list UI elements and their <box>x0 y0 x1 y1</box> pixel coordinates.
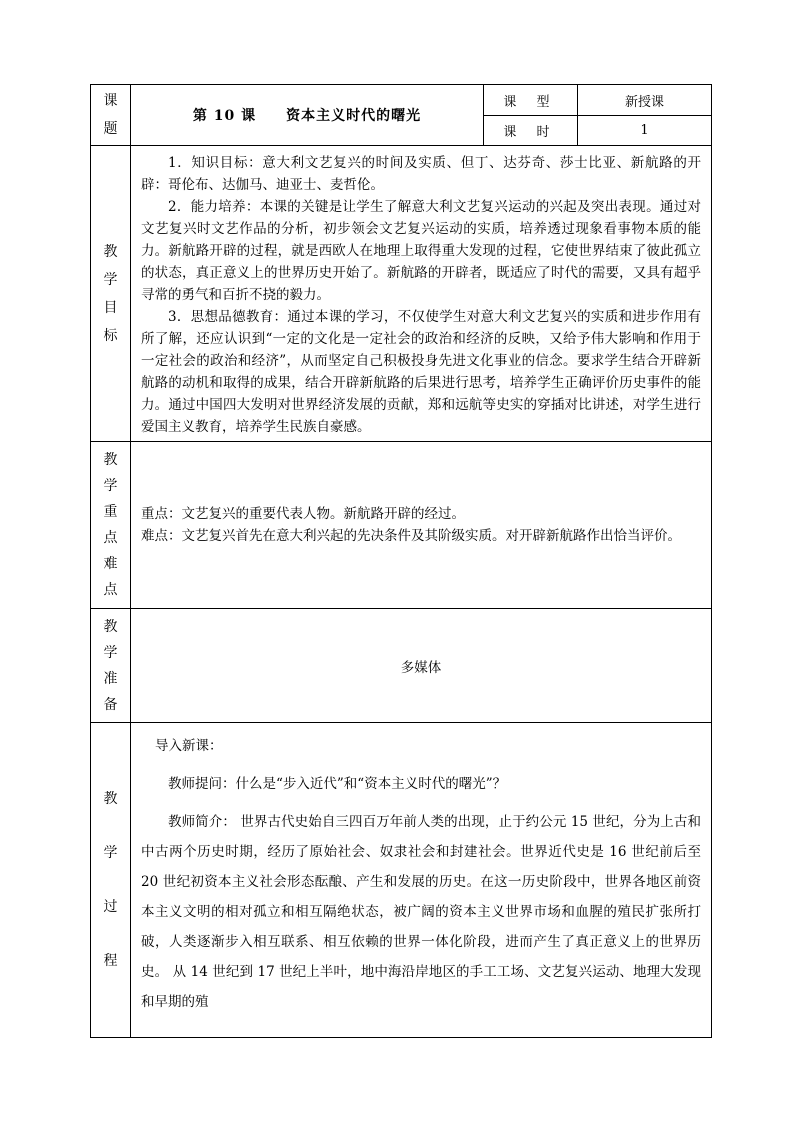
keypoints-label: 教 学 重 点 难 点 <box>91 442 131 609</box>
key-point: 重点：文艺复兴的重要代表人物。新航路开辟的经过。 <box>141 506 465 522</box>
prep-label: 教 学 准 备 <box>91 609 131 723</box>
goal-ability: 2．能力培养：本课的关键是让学生了解意大利文艺复兴运动的兴起及突出表现。通过对文艺复兴时文艺作品的分析，初步领会文艺复兴运动的实质，培养透过现象看事物本质的能力。新航路开辟的过程，就是西欧人在地理上取得重大发现的过程，它使世界结束了彼此孤立的状态，真正意义上的世界历史开始了。新航路的开辟者，既适应了时代的需要，又具有超乎寻常的勇气和百折不挠的毅力。 <box>141 198 701 303</box>
topic-label: 课 题 <box>91 85 131 146</box>
key-difficult-points <box>131 442 712 609</box>
lesson-type-value: 新授课 <box>578 85 712 116</box>
process-briefing: 教师简介： 世界古代史始自三四百万年前人类的出现，止于约公元 15 世纪，分为上古和中古两个历史时期，经历了原始社会、奴隶社会和封建社会。世界近代史是 16 世纪前后至 20 世纪初资本主义社会形态酝酿、产生和发展的历史。在这一历史阶段中，世界各地区前资本主义文明的相对孤立和相互隔绝状态，被广阔的资本主义世界市场和血腥的殖民扩张所打破，人类逐渐步入相互联系、相互依赖的世界一体化阶段，进而产生了真正意义上的世界历史。 从 14 世纪到 17 世纪上半叶，地中海沿岸地区的手工工场、文艺复兴运动、地理大发现和早期的殖 <box>141 814 701 1010</box>
difficult-point: 难点：文艺复兴首先在意大利兴起的先决条件及其阶级实质。对开辟新航路作出恰当评价。 <box>141 528 681 544</box>
teaching-goals <box>131 146 712 442</box>
process-question: 教师提问：什么是“步入近代”和“资本主义时代的曙光”？ <box>168 776 507 792</box>
lesson-hours-value: 1 <box>578 116 712 146</box>
process-label: 教 学 过 程 <box>91 723 131 1038</box>
lesson-plan-table <box>90 84 712 1038</box>
goals-label: 教 学 目 标 <box>91 146 131 442</box>
lesson-type-label: 课 型 <box>484 85 578 116</box>
goal-knowledge: 1．知识目标：意大利文艺复兴的时间及实质、但丁、达芬奇、莎士比亚、新航路的开辟：哥伦布、达伽马、迪亚士、麦哲伦。 <box>141 154 701 193</box>
goal-moral: 3．思想品德教育：通过本课的学习，不仅使学生对意大利文艺复兴的实质和进步作用有所了解，还应认识到“一定的文化是一定社会的政治和经济的反映，又给予伟大影响和作用于一定社会的政治和经济”，从而坚定自己积极投身先进文化事业的信念。要求学生结合开辟新航路的动机和取得的成果，结合开辟新航路的后果进行思考，培养学生正确评价历史事件的能力。通过中国四大发明对世界经济发展的贡献，郑和远航等史实的穿插对比讲述，对学生进行爱国主义教育，培养学生民族自豪感。 <box>141 308 701 435</box>
process-intro: 导入新课： <box>155 738 223 754</box>
lesson-title: 第 10 课 资本主义时代的曙光 <box>131 85 484 146</box>
teaching-process <box>131 723 712 1038</box>
teaching-preparation: 多媒体 <box>131 609 712 723</box>
lesson-hours-label: 课 时 <box>484 116 578 146</box>
